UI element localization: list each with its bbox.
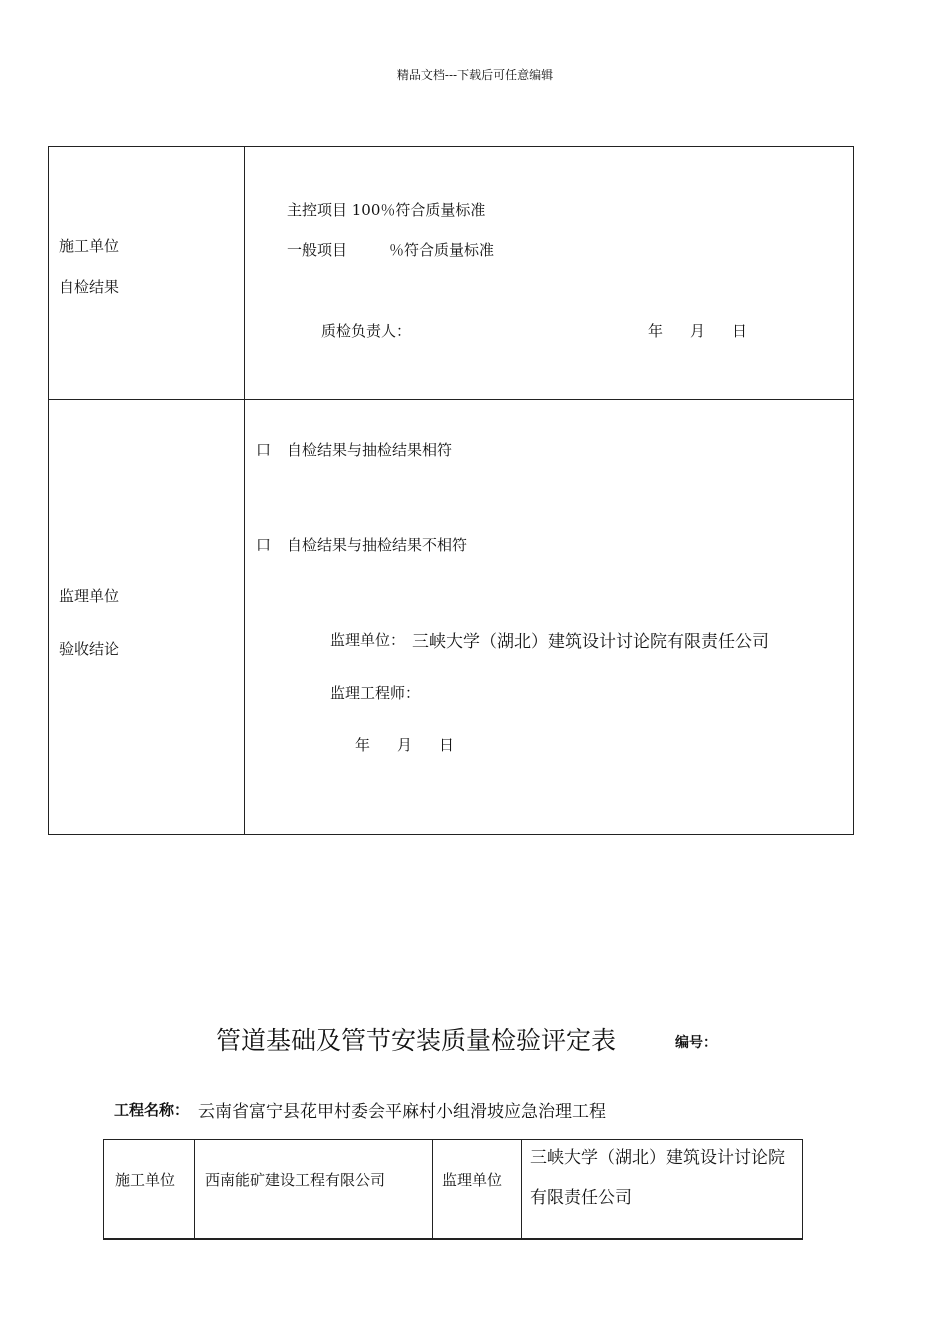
form-number-label: 编号： — [675, 1035, 717, 1051]
table-column-divider — [244, 147, 245, 834]
self-check-label-line2: 自检结果 — [59, 278, 120, 296]
header-note: 精品文档---下载后可任意编辑 — [396, 68, 554, 82]
supervision-unit-value: 三峡大学（湖北）建筑设计讨论院有限责任公司 — [412, 632, 769, 652]
self-check-date-month: 月 — [690, 322, 706, 340]
supervision-unit-label: 监理单位： — [330, 631, 406, 649]
info-table-divider — [432, 1140, 433, 1238]
form-title: 管道基础及管节安装质量检验评定表 — [216, 1026, 617, 1055]
construction-unit-label: 施工单位 — [115, 1171, 176, 1189]
inspector-label: 质检负责人： — [321, 322, 412, 340]
checkbox-consistent[interactable]: 口 — [256, 441, 272, 459]
supervision-unit-value-cell: 三峡大学（湖北）建筑设计讨论院有限责任公司 — [530, 1148, 785, 1208]
supervision-label-line2: 验收结论 — [59, 640, 120, 658]
self-check-date-year: 年 — [648, 322, 664, 340]
self-check-label-line1: 施工单位 — [59, 237, 120, 255]
main-items-result: 主控项目 100％符合质量标准 — [287, 201, 486, 219]
construction-unit-value: 西南能矿建设工程有限公司 — [205, 1171, 386, 1189]
supervision-unit-label-cell: 监理单位 — [442, 1171, 503, 1189]
project-name-value: 云南省富宁县花甲村委会平麻村小组滑坡应急治理工程 — [198, 1102, 606, 1122]
info-table — [103, 1139, 803, 1240]
supervision-date-day: 日 — [439, 736, 455, 754]
checkbox-inconsistent[interactable]: 口 — [256, 536, 272, 554]
option-inconsistent: 自检结果与抽检结果不相符 — [287, 536, 468, 554]
general-items-suffix: ％符合质量标准 — [389, 241, 495, 259]
general-items-prefix: 一般项目 — [287, 241, 348, 259]
supervision-label-line1: 监理单位 — [59, 587, 120, 605]
info-table-divider — [194, 1140, 195, 1238]
info-table-divider — [521, 1140, 522, 1238]
supervision-date-year: 年 — [355, 736, 371, 754]
supervision-engineer-label: 监理工程师： — [330, 684, 421, 702]
option-consistent: 自检结果与抽检结果相符 — [287, 441, 453, 459]
self-check-table — [48, 146, 854, 835]
supervision-date-month: 月 — [397, 736, 413, 754]
table-row-divider — [49, 399, 853, 400]
project-name-label: 工程名称： — [114, 1101, 190, 1119]
self-check-date-day: 日 — [732, 322, 748, 340]
